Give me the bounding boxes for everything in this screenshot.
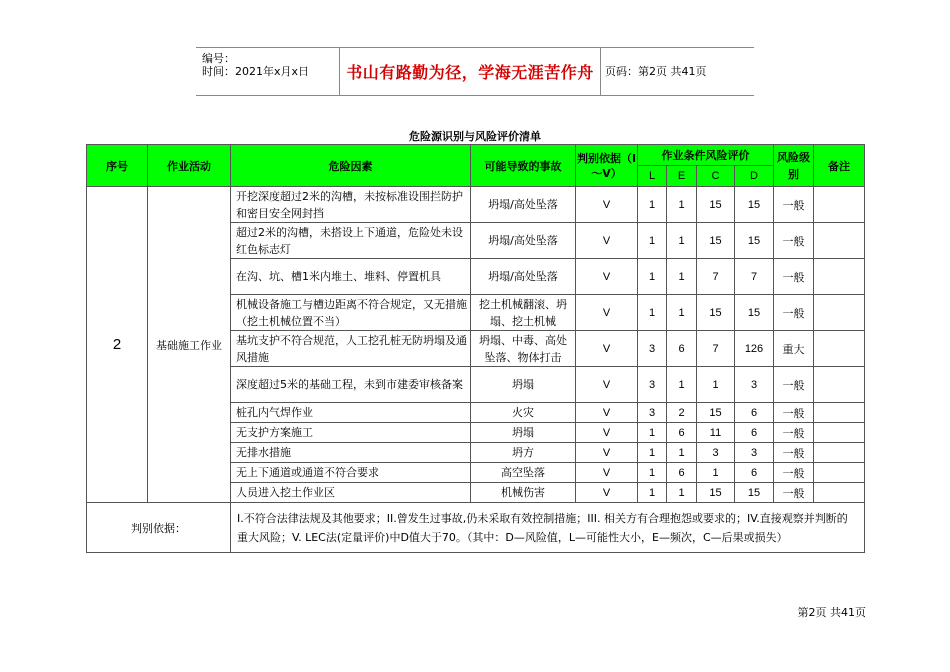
remark-cell: [814, 259, 865, 295]
group-seq: 2: [87, 187, 148, 503]
l-cell: 1: [638, 483, 667, 503]
time-label: 时间：2021年x月x日: [202, 65, 310, 78]
table-row: [87, 187, 865, 223]
hazard-cell: 无支护方案施工: [231, 423, 471, 443]
level-cell: 一般: [774, 187, 814, 223]
col-level: 风险级别: [774, 145, 814, 187]
level-cell: 一般: [774, 423, 814, 443]
hazard-cell: 无排水措施: [231, 443, 471, 463]
remark-cell: [814, 367, 865, 403]
e-cell: 1: [667, 223, 697, 259]
e-cell: 6: [667, 463, 697, 483]
col-E: E: [667, 166, 697, 187]
l-cell: 1: [638, 423, 667, 443]
criteria-cell: V: [576, 331, 638, 367]
col-lec-group: 作业条件风险评价: [638, 145, 774, 166]
l-cell: 3: [638, 367, 667, 403]
accident-cell: 机械伤害: [471, 483, 576, 503]
level-cell: 一般: [774, 367, 814, 403]
header-row: [87, 145, 865, 166]
col-activity: 作业活动: [148, 145, 231, 187]
l-cell: 1: [638, 443, 667, 463]
hazard-cell: 在沟、坑、槽1米内堆土、堆料、停置机具: [231, 259, 471, 295]
remark-cell: [814, 423, 865, 443]
l-cell: 1: [638, 187, 667, 223]
col-remark: 备注: [814, 145, 865, 187]
header-motto-cell: [339, 48, 601, 95]
table-body: [87, 187, 865, 553]
accident-cell: 高空坠落: [471, 463, 576, 483]
remark-cell: [814, 331, 865, 367]
d-cell: 6: [735, 403, 774, 423]
remark-cell: [814, 187, 865, 223]
accident-cell: 坍塌: [471, 423, 576, 443]
d-cell: 15: [735, 483, 774, 503]
l-cell: 3: [638, 331, 667, 367]
d-cell: 6: [735, 463, 774, 483]
accident-cell: 挖土机械翻滚、坍塌、挖土机械: [471, 295, 576, 331]
accident-cell: 坍塌/高处坠落: [471, 223, 576, 259]
d-cell: 15: [735, 295, 774, 331]
l-cell: 1: [638, 223, 667, 259]
l-cell: 1: [638, 295, 667, 331]
d-cell: 15: [735, 223, 774, 259]
e-cell: 1: [667, 187, 697, 223]
c-cell: 1: [697, 367, 735, 403]
level-cell: 一般: [774, 403, 814, 423]
remark-cell: [814, 483, 865, 503]
page-header: [196, 47, 754, 96]
remark-cell: [814, 403, 865, 423]
remark-cell: [814, 295, 865, 331]
header-meta: [196, 48, 339, 95]
c-cell: 15: [697, 223, 735, 259]
l-cell: 1: [638, 463, 667, 483]
d-cell: 15: [735, 187, 774, 223]
criteria-row: [87, 503, 865, 553]
e-cell: 1: [667, 483, 697, 503]
header-page-cell: [601, 48, 751, 95]
criteria-cell: V: [576, 367, 638, 403]
c-cell: 15: [697, 483, 735, 503]
e-cell: 1: [667, 295, 697, 331]
criteria-cell: V: [576, 483, 638, 503]
level-cell: 一般: [774, 443, 814, 463]
hazard-cell: 桩孔内气焊作业: [231, 403, 471, 423]
hazard-cell: 机械设备施工与槽边距离不符合规定，又无措施（挖土机械位置不当）: [231, 295, 471, 331]
criteria-cell: V: [576, 463, 638, 483]
d-cell: 3: [735, 443, 774, 463]
level-cell: 一般: [774, 483, 814, 503]
hazard-cell: 无上下通道或通道不符合要求: [231, 463, 471, 483]
c-cell: 7: [697, 259, 735, 295]
criteria-cell: V: [576, 403, 638, 423]
hazard-cell: 开挖深度超过2米的沟槽，未按标准设围拦防护和密目安全网封挡: [231, 187, 471, 223]
col-D: D: [735, 166, 774, 187]
e-cell: 6: [667, 423, 697, 443]
page-code: 页码：第2页 共41页: [605, 65, 707, 78]
e-cell: 1: [667, 259, 697, 295]
motto: 书山有路勤为径，学海无涯苦作舟: [346, 63, 594, 82]
document-title: 危险源识别与风险评价清单: [409, 130, 541, 143]
accident-cell: 坍塌/高处坠落: [471, 187, 576, 223]
accident-cell: 坍方: [471, 443, 576, 463]
col-criteria: 判别依据（I～V）: [576, 145, 638, 187]
c-cell: 15: [697, 403, 735, 423]
col-C: C: [697, 166, 735, 187]
criteria-cell: V: [576, 295, 638, 331]
criteria-cell: V: [576, 423, 638, 443]
d-cell: 6: [735, 423, 774, 443]
remark-cell: [814, 443, 865, 463]
col-seq: 序号: [87, 145, 148, 187]
hazard-cell: 超过2米的沟槽，未搭设上下通道，危险处未设红色标志灯: [231, 223, 471, 259]
e-cell: 6: [667, 331, 697, 367]
criteria-cell: V: [576, 187, 638, 223]
criteria-cell: V: [576, 259, 638, 295]
e-cell: 1: [667, 443, 697, 463]
criteria-cell: V: [576, 443, 638, 463]
criteria-text: I.不符合法律法规及其他要求；II.曾发生过事故,仍未采取有效控制措施；III. 相关方有合理抱怨或要求的；IV.直接观察并判断的重大风险；V. LEC法(定量评价)中D值大于70。（其中：D—风险值，L—可能性大小，E—频次，C—后果或损失）: [231, 503, 865, 553]
d-cell: 126: [735, 331, 774, 367]
accident-cell: 坍塌: [471, 367, 576, 403]
hazard-cell: 基坑支护不符合规范，人工挖孔桩无防坍塌及通风措施: [231, 331, 471, 367]
accident-cell: 坍塌/高处坠落: [471, 259, 576, 295]
group-activity: 基础施工作业: [148, 187, 231, 503]
c-cell: 3: [697, 443, 735, 463]
l-cell: 3: [638, 403, 667, 423]
remark-cell: [814, 223, 865, 259]
col-L: L: [638, 166, 667, 187]
level-cell: 一般: [774, 295, 814, 331]
risk-table: [86, 144, 865, 553]
level-cell: 一般: [774, 463, 814, 483]
d-cell: 3: [735, 367, 774, 403]
level-cell: 一般: [774, 259, 814, 295]
c-cell: 15: [697, 187, 735, 223]
accident-cell: 坍塌、中毒、高处坠落、物体打击: [471, 331, 576, 367]
criteria-cell: V: [576, 223, 638, 259]
hazard-cell: 深度超过5米的基础工程，未到市建委审核备案: [231, 367, 471, 403]
number-label: 编号：: [202, 52, 235, 65]
c-cell: 11: [697, 423, 735, 443]
d-cell: 7: [735, 259, 774, 295]
criteria-label: 判别依据：: [87, 503, 231, 553]
c-cell: 15: [697, 295, 735, 331]
accident-cell: 火灾: [471, 403, 576, 423]
c-cell: 1: [697, 463, 735, 483]
page-footer: 第2页 共41页: [797, 606, 866, 619]
col-hazard: 危险因素: [231, 145, 471, 187]
e-cell: 1: [667, 367, 697, 403]
e-cell: 2: [667, 403, 697, 423]
level-cell: 一般: [774, 223, 814, 259]
level-cell: 重大: [774, 331, 814, 367]
c-cell: 7: [697, 331, 735, 367]
hazard-cell: 人员进入挖土作业区: [231, 483, 471, 503]
l-cell: 1: [638, 259, 667, 295]
col-accident: 可能导致的事故: [471, 145, 576, 187]
remark-cell: [814, 463, 865, 483]
